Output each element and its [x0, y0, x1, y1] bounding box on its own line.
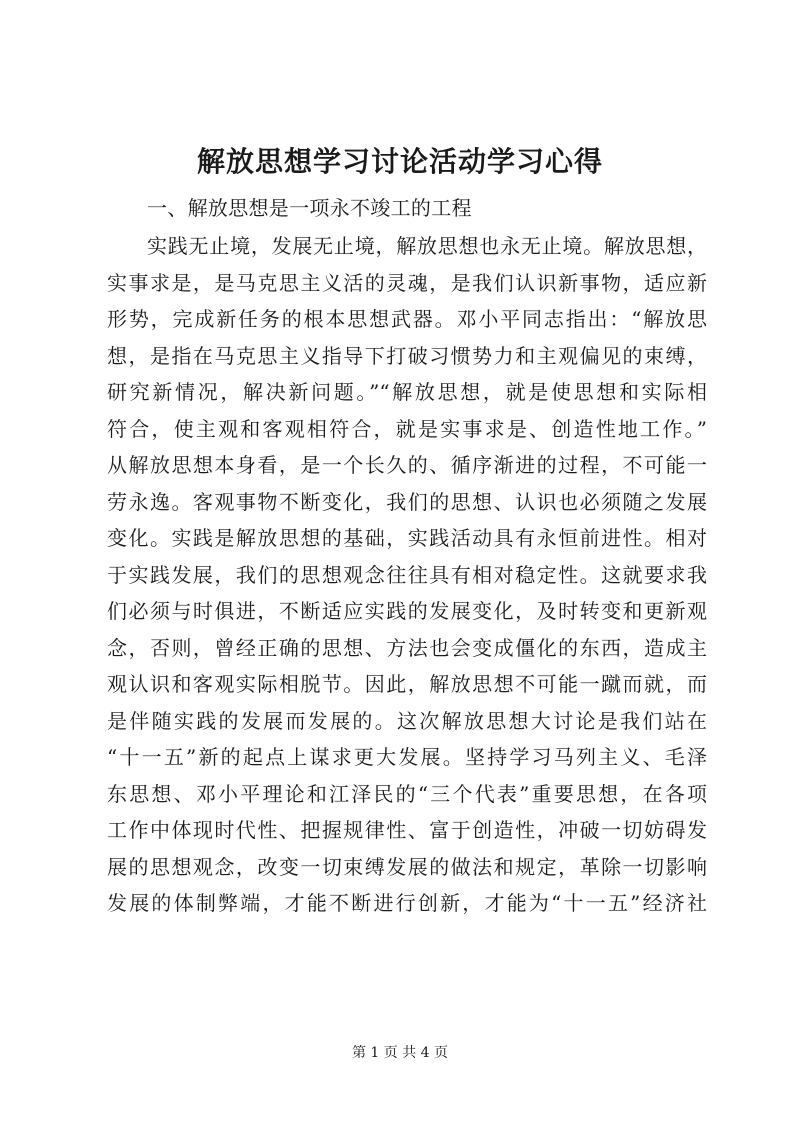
paragraph-line: 变化。实践是解放思想的基础，实践活动具有永恒前进性。相对 [107, 526, 707, 550]
paragraph-line: 工作中体现时代性、把握规律性、富于创造性，冲破一切妨碍发 [107, 818, 707, 842]
body-text [107, 228, 707, 922]
page-title: 解放思想学习讨论活动学习心得 [196, 145, 603, 178]
section-heading: 一、解放思想是一项永不竣工的工程 [147, 196, 472, 220]
paragraph-line: 们必须与时俱进，不断适应实践的发展变化，及时转变和更新观 [107, 599, 707, 623]
paragraph-line: 观认识和客观实际相脱节。因此，解放思想不可能一蹴而就，而 [107, 672, 707, 696]
paragraph-line: 东思想、邓小平理论和江泽民的“三个代表”重要思想，在各项 [107, 781, 707, 806]
paragraph-line: 研究新情况，解决新问题。”“解放思想，就是使思想和实际相 [107, 380, 707, 404]
paragraph-line: 念，否则，曾经正确的思想、方法也会变成僵化的东西，造成主 [107, 635, 707, 660]
paragraph-line: 劳永逸。客观事物不断变化，我们的思想、认识也必须随之发展 [107, 489, 707, 514]
paragraph-line: 展的思想观念，改变一切束缚发展的做法和规定，革除一切影响 [107, 854, 707, 879]
paragraph-line: 符合，使主观和客观相符合，就是实事求是、创造性地工作。” [107, 416, 707, 441]
paragraph-line: 从解放思想本身看，是一个长久的、循序渐进的过程，不可能一 [107, 453, 707, 477]
page-footer: 第 1 页 共 4 页 [351, 1045, 449, 1061]
paragraph-line: 实事求是，是马克思主义活的灵魂，是我们认识新事物，适应新 [107, 270, 707, 295]
paragraph-line: 形势，完成新任务的根本思想武器。邓小平同志指出：“解放思 [107, 307, 707, 331]
paragraph-line: “十一五”新的起点上谋求更大发展。坚持学习马列主义、毛泽 [107, 745, 707, 769]
paragraph-line: 想，是指在马克思主义指导下打破习惯势力和主观偏见的束缚， [107, 343, 707, 368]
paragraph-line: 发展的体制弊端，才能不断进行创新，才能为“十一五”经济社 [107, 891, 707, 915]
paragraph-line: 是伴随实践的发展而发展的。这次解放思想大讨论是我们站在 [107, 708, 707, 733]
paragraph-line: 实践无止境，发展无止境，解放思想也永无止境。解放思想， [147, 234, 707, 258]
paragraph-line: 于实践发展，我们的思想观念往往具有相对稳定性。这就要求我 [107, 562, 707, 587]
